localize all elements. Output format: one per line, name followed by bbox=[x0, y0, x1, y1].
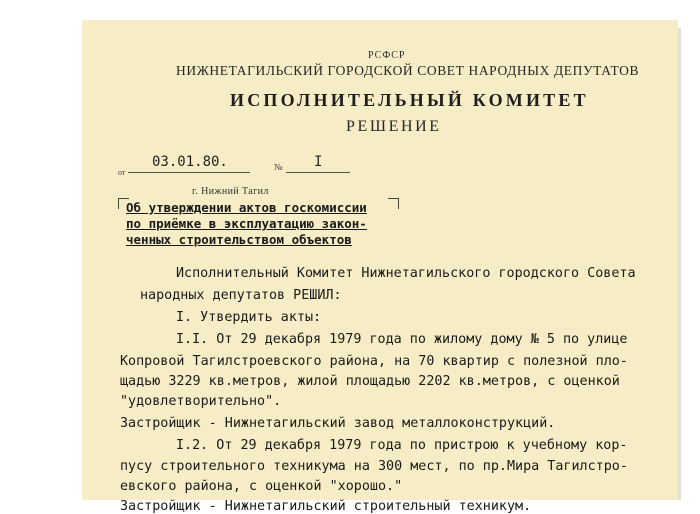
body-line: Исполнительный Комитет Нижнетагильского городского Совета bbox=[176, 266, 636, 281]
date-prefix-label: от bbox=[118, 168, 126, 177]
document-page bbox=[82, 20, 678, 514]
subject-line: ченных строительством объектов bbox=[126, 232, 352, 247]
city-label: г. Нижний Тагил bbox=[192, 186, 269, 197]
subject-line: по приёмке в эксплуатацию закон- bbox=[126, 216, 367, 231]
body-line: народных депутатов РЕШИЛ: bbox=[140, 288, 342, 303]
body-line: "удовлетворительно". bbox=[120, 394, 282, 409]
republic-label: РСФСР bbox=[368, 50, 406, 61]
body-line: Застройщик - Нижнетагильский завод металлоконструкций. bbox=[120, 416, 556, 431]
body-line: пусу строительного техникума на 300 мест, по пр.Мира Тагилстро- bbox=[120, 459, 628, 474]
document-number: I bbox=[314, 154, 323, 170]
number-underline bbox=[286, 172, 350, 173]
body-line: Копровой Тагилстроевского района, на 70 квартир с полезной пло- bbox=[120, 354, 628, 369]
body-line: I. Утвердить акты: bbox=[176, 310, 322, 325]
body-line: щадью 3229 кв.метров, жилой площадью 2202 кв.метров, с оценкой bbox=[120, 374, 620, 389]
date-underline bbox=[128, 172, 250, 173]
number-label: № bbox=[274, 162, 283, 172]
subject-line: Об утверждении актов госкомиссии bbox=[126, 200, 367, 215]
document-type: РЕШЕНИЕ bbox=[346, 118, 442, 135]
body-line: евского района, с оценкой "хорошо." bbox=[120, 479, 403, 494]
subject-bracket-right bbox=[388, 198, 399, 209]
committee-title: ИСПОЛНИТЕЛЬНЫЙ КОМИТЕТ bbox=[230, 90, 589, 110]
body-line: I.2. От 29 декабря 1979 года по пристрою к учебному кор- bbox=[176, 438, 628, 453]
body-line: I.I. От 29 декабря 1979 года по жилому дому № 5 по улице bbox=[176, 332, 628, 347]
body-line: Застройщик - Нижнетагильский строительный техникум. bbox=[120, 499, 532, 514]
document-date: 03.01.80. bbox=[152, 154, 228, 170]
council-name: НИЖНЕТАГИЛЬСКИЙ ГОРОДСКОЙ СОВЕТ НАРОДНЫХ ДЕПУТАТОВ bbox=[176, 63, 640, 78]
